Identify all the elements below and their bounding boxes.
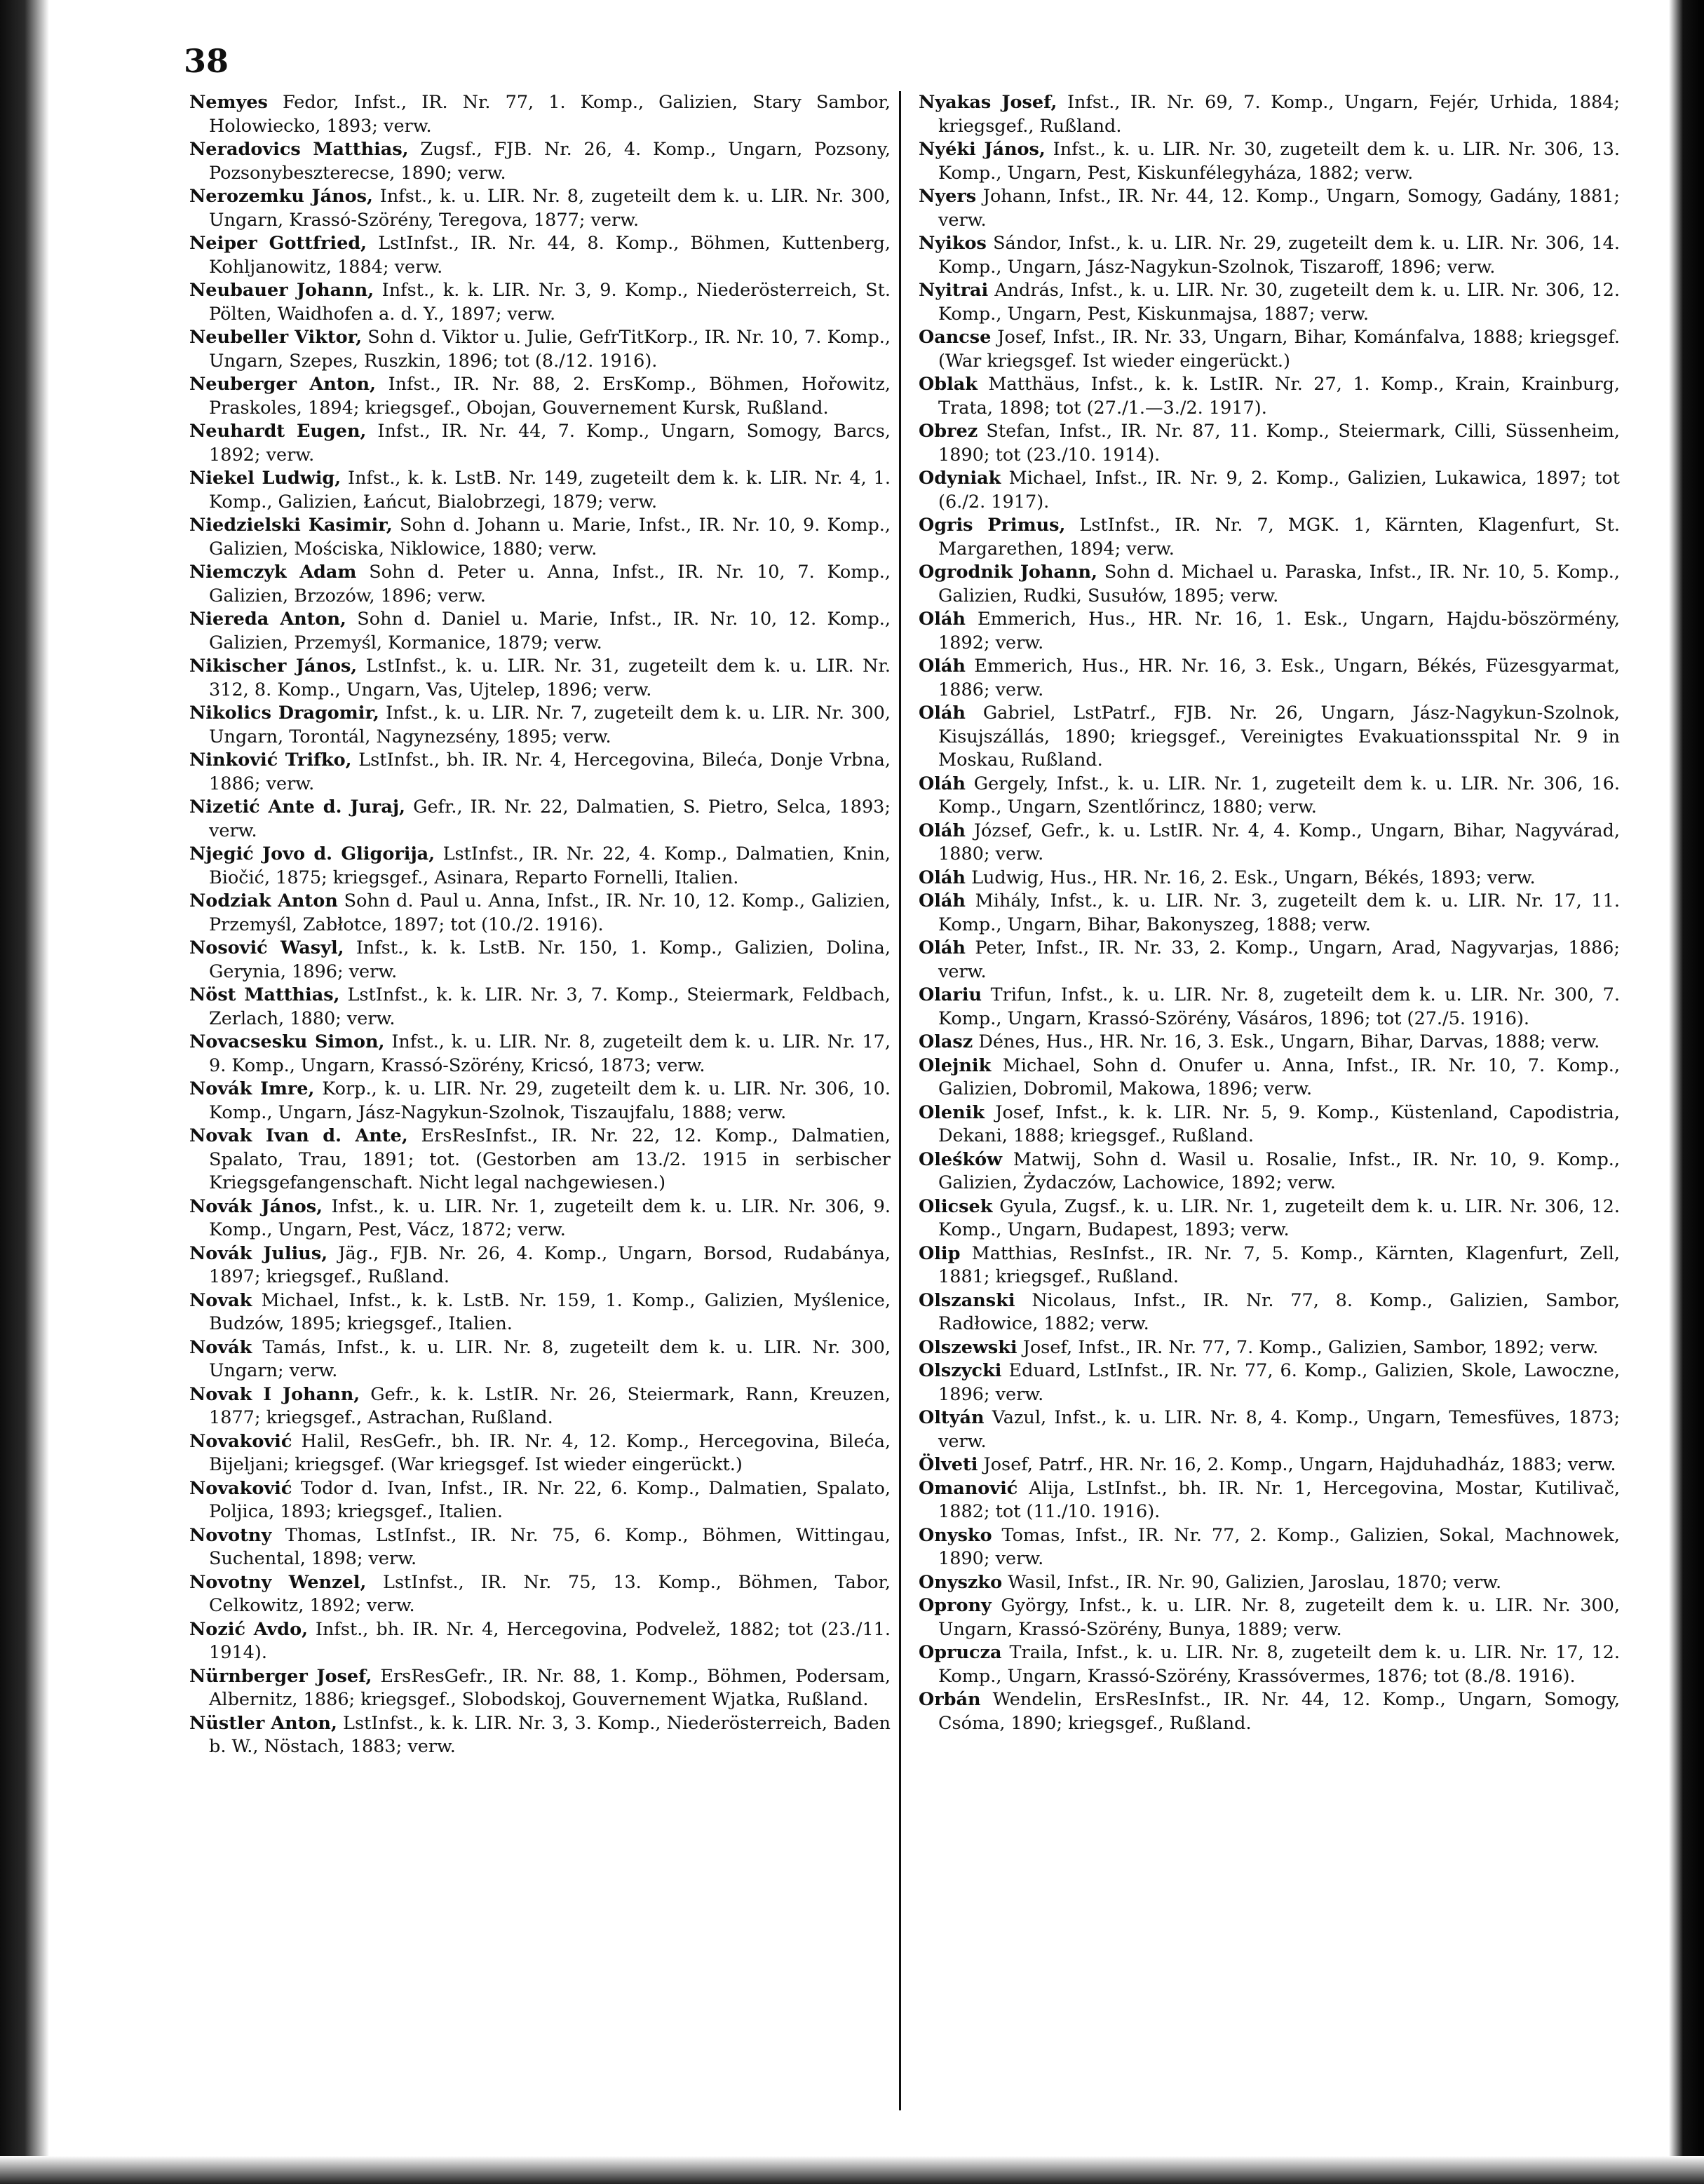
entry-surname: Nosović Wasyl, [189, 937, 344, 958]
entry-surname: Novak [189, 1289, 252, 1311]
register-entry [919, 232, 1620, 279]
entry-details: Michael, Infst., k. k. LstB. Nr. 159, 1. Komp., Galizien, Myślenice, Budzów, 1895; kriegsgef., Italien. [209, 1289, 891, 1334]
entry-surname: Onysko [919, 1524, 992, 1546]
entry-details: Matthäus, Infst., k. k. LstIR. Nr. 27, 1. Komp., Krain, Krainburg, Trata, 1898; tot (27./1.—3./2. 1917). [938, 374, 1620, 419]
entry-surname: Ninković Trifko, [189, 750, 352, 771]
entry-details: Stefan, Infst., IR. Nr. 87, 11. Komp., Steiermark, Cilli, Süssenheim, 1890; tot (23./10. 1914). [938, 421, 1620, 466]
register-entry [919, 185, 1620, 232]
entry-surname: Nyakas Josef, [919, 92, 1057, 113]
entry-surname: Onyszko [919, 1571, 1003, 1593]
register-entry [919, 773, 1620, 820]
entry-details: Infst., k. u. LIR. Nr. 7, zugeteilt dem k. u. LIR. Nr. 300, Ungarn, Torontál, Nagynezsény, 1895; verw. [209, 703, 891, 747]
entry-surname: Niedzielski Kasimir, [189, 515, 393, 536]
entry-details: Josef, Patrf., HR. Nr. 16, 2. Komp., Ungarn, Hajduhadház, 1883; verw. [978, 1454, 1616, 1475]
entry-surname: Novák Julius, [189, 1242, 328, 1264]
entry-surname: Njegić Jovo d. Gligorija, [189, 843, 435, 864]
register-entry [189, 749, 891, 796]
register-entry [919, 1031, 1620, 1054]
entry-surname: Niekel Ludwig, [189, 468, 342, 489]
register-entry [919, 890, 1620, 937]
entry-surname: Neubeller Viktor, [189, 327, 363, 348]
entry-surname: Nikischer János, [189, 656, 358, 677]
entry-details: Infst., k. k. LIR. Nr. 3, 9. Komp., Niederösterreich, St. Pölten, Waidhofen a. d. Y., 1897; verw. [209, 280, 891, 325]
entry-surname: Novacsesku Simon, [189, 1031, 385, 1052]
entry-details: Ludwig, Hus., HR. Nr. 16, 2. Esk., Ungarn, Békés, 1893; verw. [965, 867, 1536, 888]
register-entry [919, 1571, 1620, 1595]
entry-surname: Nerozemku János, [189, 186, 373, 207]
register-entry [189, 1242, 891, 1289]
entry-surname: Olasz [919, 1031, 973, 1052]
register-entry [189, 561, 891, 608]
register-entry [919, 702, 1620, 773]
entry-details: LstInfst., k. k. LIR. Nr. 3, 3. Komp., Niederösterreich, Baden b. W., Nöstach, 1883; verw. [209, 1712, 891, 1757]
entry-surname: Ölveti [919, 1454, 978, 1475]
register-entry [189, 1712, 891, 1759]
register-entry [919, 1101, 1620, 1148]
entry-surname: Novaković [189, 1477, 292, 1499]
entry-details: Fedor, Infst., IR. Nr. 77, 1. Komp., Galizien, Stary Sambor, Holowiecko, 1893; verw. [209, 92, 891, 137]
entry-surname: Olszewski [919, 1336, 1017, 1358]
entry-details: LstInfst., IR. Nr. 7, MGK. 1, Kärnten, Klagenfurt, St. Margarethen, 1894; verw. [938, 515, 1620, 559]
entry-details: ErsResInfst., IR. Nr. 22, 12. Komp., Dalmatien, Spalato, Trau, 1891; tot. (Gestorben am 13./2. 1915 in serbischer Kriegsgefangenschaft. Nicht legal nachgewiesen.) [209, 1125, 891, 1193]
entry-surname: Neradovics Matthias, [189, 139, 409, 160]
entry-surname: Omanović [919, 1477, 1018, 1499]
entry-surname: Oprony [919, 1595, 992, 1616]
register-entry [189, 608, 891, 655]
left-column [189, 91, 891, 1759]
register-entry [919, 1688, 1620, 1735]
entry-details: György, Infst., k. u. LIR. Nr. 8, zugeteilt dem k. u. LIR. Nr. 300, Ungarn, Krassó-Szörény, Bunya, 1889; verw. [938, 1595, 1620, 1640]
register-entry [189, 326, 891, 373]
entry-surname: Nöst Matthias, [189, 984, 340, 1005]
entry-details: Nicolaus, Infst., IR. Nr. 77, 8. Komp., Galizien, Sambor, Radłowice, 1882; verw. [938, 1289, 1620, 1334]
register-entry [189, 702, 891, 749]
entry-details: Sohn d. Paul u. Anna, Infst., IR. Nr. 10, 12. Komp., Galizien, Przemyśl, Zabłotce, 1897; tot (10./2. 1916). [209, 890, 891, 935]
register-entry [189, 185, 891, 232]
entry-surname: Novak Ivan d. Ante, [189, 1125, 408, 1146]
register-entry [919, 561, 1620, 608]
entry-details: Wendelin, ErsResInfst., IR. Nr. 44, 12. Komp., Ungarn, Somogy, Csóma, 1890; kriegsgef., Rußland. [938, 1689, 1620, 1734]
register-entry [919, 1289, 1620, 1336]
entry-details: LstInfst., IR. Nr. 44, 8. Komp., Böhmen, Kuttenberg, Kohljanowitz, 1884; verw. [209, 233, 891, 278]
register-entry [919, 1054, 1620, 1101]
entry-surname: Oancse [919, 327, 992, 348]
register-entry [189, 1571, 891, 1618]
entry-surname: Oláh [919, 609, 966, 630]
entry-details: Infst., IR. Nr. 69, 7. Komp., Ungarn, Fejér, Urhida, 1884; kriegsgef., Rußland. [938, 92, 1620, 137]
entry-surname: Oláh [919, 937, 966, 958]
entry-details: Infst., bh. IR. Nr. 4, Hercegovina, Podvelež, 1882; tot (23./11. 1914). [209, 1618, 891, 1663]
register-entry [189, 1524, 891, 1571]
entry-details: Wasil, Infst., IR. Nr. 90, Galizien, Jaroslau, 1870; verw. [1002, 1571, 1502, 1593]
entry-surname: Olip [919, 1242, 961, 1264]
register-entry [919, 820, 1620, 867]
entry-surname: Oprucza [919, 1642, 1002, 1663]
entry-details: LstInfst., k. k. LIR. Nr. 3, 7. Komp., Steiermark, Feldbach, Zerlach, 1880; verw. [209, 984, 891, 1029]
entry-surname: Nüstler Anton, [189, 1712, 337, 1734]
entry-details: Sohn d. Viktor u. Julie, GefrTitKorp., IR. Nr. 10, 7. Komp., Ungarn, Szepes, Ruszkin, 1896; tot (8./12. 1916). [209, 327, 891, 372]
register-entry [919, 420, 1620, 467]
register-entry [919, 608, 1620, 655]
entry-details: Matthias, ResInfst., IR. Nr. 7, 5. Komp., Kärnten, Klagenfurt, Zell, 1881; kriegsgef., Rußland. [938, 1242, 1620, 1287]
entry-details: Infst., k. u. LIR. Nr. 30, zugeteilt dem k. u. LIR. Nr. 306, 13. Komp., Ungarn, Pest, Kiskunfélegyháza, 1882; verw. [938, 139, 1620, 184]
register-entry [919, 91, 1620, 138]
entry-surname: Oláh [919, 890, 966, 911]
register-entry [189, 1336, 891, 1383]
entry-surname: Nyéki János, [919, 139, 1046, 160]
entry-details: Emmerich, Hus., HR. Nr. 16, 3. Esk., Ungarn, Békés, Füzesgyarmat, 1886; verw. [938, 656, 1620, 700]
register-entry [189, 796, 891, 843]
register-entry [189, 1430, 891, 1477]
register-entry [919, 373, 1620, 420]
entry-surname: Oblak [919, 374, 978, 395]
register-entry [919, 1336, 1620, 1360]
register-entry [919, 1524, 1620, 1571]
entry-surname: Nyikos [919, 233, 987, 254]
entry-details: Jäg., FJB. Nr. 26, 4. Komp., Ungarn, Borsod, Rudabánya, 1897; kriegsgef., Rußland. [209, 1242, 891, 1287]
register-entry [189, 420, 891, 467]
entry-details: Sohn d. Johann u. Marie, Infst., IR. Nr. 10, 9. Komp., Galizien, Mościska, Niklowice, 1880; verw. [209, 515, 891, 559]
entry-details: Michael, Infst., IR. Nr. 9, 2. Komp., Galizien, Lukawica, 1897; tot (6./2. 1917). [938, 468, 1620, 513]
entry-details: Zugsf., FJB. Nr. 26, 4. Komp., Ungarn, Pozsony, Pozsonybeszterecse, 1890; verw. [209, 139, 891, 184]
entry-surname: Nürnberger Josef, [189, 1665, 372, 1687]
right-column [919, 91, 1620, 1735]
register-entry [919, 1406, 1620, 1453]
entry-details: Infst., k. u. LIR. Nr. 8, zugeteilt dem k. u. LIR. Nr. 300, Ungarn, Krassó-Szörény, Teregova, 1877; verw. [209, 186, 891, 231]
entry-details: Tomas, Infst., IR. Nr. 77, 2. Komp., Galizien, Sokal, Machnowek, 1890; verw. [938, 1524, 1620, 1569]
entry-surname: Neuberger Anton, [189, 374, 376, 395]
entry-surname: Nyers [919, 186, 977, 207]
entry-details: Dénes, Hus., HR. Nr. 16, 3. Esk., Ungarn, Bihar, Darvas, 1888; verw. [973, 1031, 1600, 1052]
register-entry [919, 937, 1620, 984]
entry-details: Josef, Infst., IR. Nr. 33, Ungarn, Bihar, Kománfalva, 1888; kriegsgef. (War kriegsgef. Ist wieder eingerückt.) [938, 327, 1620, 372]
entry-details: LstInfst., k. u. LIR. Nr. 31, zugeteilt dem k. u. LIR. Nr. 312, 8. Komp., Ungarn, Vas, Ujtelep, 1896; verw. [209, 656, 891, 700]
scan-shadow-right [1669, 0, 1704, 2184]
entry-details: Gefr., IR. Nr. 22, Dalmatien, S. Pietro, Selca, 1893; verw. [209, 796, 891, 841]
page-number: 38 [184, 42, 229, 80]
entry-details: Eduard, LstInfst., IR. Nr. 77, 6. Komp., Galizien, Skole, Lawoczne, 1896; verw. [938, 1360, 1620, 1405]
register-entry [919, 655, 1620, 702]
scan-shadow-left [0, 0, 49, 2184]
register-entry [919, 467, 1620, 514]
entry-surname: Oláh [919, 820, 966, 841]
entry-details: Gefr., k. k. LstIR. Nr. 26, Steiermark, Rann, Kreuzen, 1877; kriegsgef., Astrachan, Rußland. [209, 1383, 891, 1428]
entry-details: Gergely, Infst., k. u. LIR. Nr. 1, zugeteilt dem k. u. LIR. Nr. 306, 16. Komp., Ungarn, Szentlőrincz, 1880; verw. [938, 773, 1620, 818]
entry-details: Matwij, Sohn d. Wasil u. Rosalie, Infst., IR. Nr. 10, 9. Komp., Galizien, Żydaczów, Lachowice, 1892; verw. [938, 1148, 1620, 1193]
register-entry [919, 1242, 1620, 1289]
entry-details: Josef, Infst., IR. Nr. 77, 7. Komp., Galizien, Sambor, 1892; verw. [1017, 1336, 1599, 1358]
entry-surname: Oláh [919, 867, 966, 888]
entry-surname: Niereda Anton, [189, 609, 346, 630]
entry-surname: Olicsek [919, 1195, 993, 1217]
entry-surname: Olszycki [919, 1360, 1002, 1381]
entry-details: Sándor, Infst., k. u. LIR. Nr. 29, zugeteilt dem k. u. LIR. Nr. 306, 14. Komp., Ungarn, Jász-Nagykun-Szolnok, Tiszaroff, 1896; verw. [938, 233, 1620, 278]
entry-details: Infst., k. k. LstB. Nr. 149, zugeteilt dem k. k. LIR. Nr. 4, 1. Komp., Galizien, Łańcut, Bialobrzegi, 1879; verw. [209, 468, 891, 513]
register-entry [919, 1641, 1620, 1688]
entry-surname: Novaković [189, 1430, 292, 1452]
entry-details: LstInfst., bh. IR. Nr. 4, Hercegovina, Bileća, Donje Vrbna, 1886; verw. [209, 750, 891, 794]
register-entry [189, 1031, 891, 1078]
entry-details: Infst., k. k. LstB. Nr. 150, 1. Komp., Galizien, Dolina, Gerynia, 1896; verw. [209, 937, 891, 982]
register-entry [189, 467, 891, 514]
entry-details: Vazul, Infst., k. u. LIR. Nr. 8, 4. Komp., Ungarn, Temesfüves, 1873; verw. [938, 1407, 1620, 1452]
entry-surname: Neuhardt Eugen, [189, 421, 367, 442]
register-entry [189, 1289, 891, 1336]
entry-surname: Novák [189, 1336, 252, 1358]
register-entry [919, 1148, 1620, 1195]
entry-details: Infst., k. u. LIR. Nr. 1, zugeteilt dem k. u. LIR. Nr. 306, 9. Komp., Ungarn, Pest, Vácz, 1872; verw. [209, 1195, 891, 1240]
register-entry [189, 1477, 891, 1524]
entry-surname: Novák Imre, [189, 1078, 315, 1099]
register-entry [919, 1195, 1620, 1242]
entry-details: Josef, Infst., k. k. LIR. Nr. 5, 9. Komp., Küstenland, Capodistria, Dekani, 1888; kriegsgef., Rußland. [938, 1101, 1620, 1146]
entry-details: Johann, Infst., IR. Nr. 44, 12. Komp., Ungarn, Somogy, Gadány, 1881; verw. [938, 186, 1620, 231]
entry-surname: Odyniak [919, 468, 1001, 489]
entry-surname: Oláh [919, 703, 966, 724]
register-entry [919, 1453, 1620, 1477]
entry-details: András, Infst., k. u. LIR. Nr. 30, zugeteilt dem k. u. LIR. Nr. 306, 12. Komp., Ungarn, Pest, Kiskunmajsa, 1887; verw. [938, 280, 1620, 325]
entry-details: Gabriel, LstPatrf., FJB. Nr. 26, Ungarn, Jász-Nagykun-Szolnok, Kisujszállás, 1890; kriegsgef., Vereinigtes Evakuationsspital Nr. 9 in Moskau, Rußland. [938, 703, 1620, 771]
entry-surname: Oltyán [919, 1407, 985, 1428]
entry-details: Sohn d. Michael u. Paraska, Infst., IR. Nr. 10, 5. Komp., Galizien, Rudki, Susułów, 1895; verw. [938, 562, 1620, 606]
entry-details: Sohn d. Peter u. Anna, Infst., IR. Nr. 10, 7. Komp., Galizien, Brzozów, 1896; verw. [209, 562, 891, 606]
register-entry [189, 984, 891, 1031]
entry-details: Trifun, Infst., k. u. LIR. Nr. 8, zugeteilt dem k. u. LIR. Nr. 300, 7. Komp., Ungarn, Krassó-Szörény, Vásáros, 1896; tot (27./5. 1916). [938, 984, 1620, 1029]
register-entry [919, 514, 1620, 561]
entry-details: Infst., IR. Nr. 88, 2. ErsKomp., Böhmen, Hořowitz, Praskoles, 1894; kriegsgef., Obojan, Gouvernement Kursk, Rußland. [209, 374, 891, 419]
entry-surname: Nizetić Ante d. Juraj, [189, 796, 405, 818]
entry-details: Emmerich, Hus., HR. Nr. 16, 1. Esk., Ungarn, Hajdu-böszörmény, 1892; verw. [938, 609, 1620, 653]
entry-surname: Nozić Avdo, [189, 1618, 308, 1640]
register-entry [189, 843, 891, 890]
entry-surname: Niemczyk Adam [189, 562, 357, 583]
entry-details: Sohn d. Daniel u. Marie, Infst., IR. Nr. 10, 12. Komp., Galizien, Przemyśl, Kormanice, 1879; verw. [209, 609, 891, 653]
entry-details: Peter, Infst., IR. Nr. 33, 2. Komp., Ungarn, Arad, Nagyvarjas, 1886; verw. [938, 937, 1620, 982]
register-entry [189, 1078, 891, 1125]
entry-surname: Nodziak Anton [189, 890, 338, 911]
register-entry [919, 984, 1620, 1031]
scan-shadow-bottom [0, 2156, 1704, 2184]
register-entry [189, 514, 891, 561]
entry-surname: Nemyes [189, 92, 268, 113]
entry-details: ErsResGefr., IR. Nr. 88, 1. Komp., Böhmen, Podersam, Albernitz, 1886; kriegsgef., Slobodskoj, Gouvernement Wjatka, Rußland. [209, 1665, 891, 1710]
entry-surname: Ogris Primus, [919, 515, 1066, 536]
register-entry [189, 655, 891, 702]
register-entry [189, 1195, 891, 1242]
entry-details: Gyula, Zugsf., k. u. LIR. Nr. 1, zugeteilt dem k. u. LIR. Nr. 306, 12. Komp., Ungarn, Budapest, 1893; verw. [938, 1195, 1620, 1240]
entry-details: Tamás, Infst., k. u. LIR. Nr. 8, zugeteilt dem k. u. LIR. Nr. 300, Ungarn; verw. [209, 1336, 891, 1381]
register-entry [189, 1665, 891, 1712]
entry-surname: Neiper Gottfried, [189, 233, 367, 254]
entry-surname: Oláh [919, 773, 966, 794]
entry-surname: Oleśków [919, 1148, 1003, 1170]
register-entry [919, 138, 1620, 185]
register-entry [189, 279, 891, 326]
entry-surname: Novotny Wenzel, [189, 1571, 367, 1593]
entry-details: Korp., k. u. LIR. Nr. 29, zugeteilt dem k. u. LIR. Nr. 306, 10. Komp., Ungarn, Jász-Nagykun-Szolnok, Tiszaujfalu, 1888; verw. [209, 1078, 891, 1123]
entry-details: József, Gefr., k. u. LstIR. Nr. 4, 4. Komp., Ungarn, Bihar, Nagyvárad, 1880; verw. [938, 820, 1620, 864]
entry-surname: Neubauer Johann, [189, 280, 374, 301]
entry-details: LstInfst., IR. Nr. 75, 13. Komp., Böhmen, Tabor, Celkowitz, 1892; verw. [209, 1571, 891, 1616]
entry-details: Infst., IR. Nr. 44, 7. Komp., Ungarn, Somogy, Barcs, 1892; verw. [209, 421, 891, 466]
entry-surname: Nyitrai [919, 280, 989, 301]
entry-details: Alija, LstInfst., bh. IR. Nr. 1, Hercegovina, Mostar, Kutilivač, 1882; tot (11./10. 1916). [938, 1477, 1620, 1522]
register-entry [919, 1477, 1620, 1524]
register-entry [189, 91, 891, 138]
entry-surname: Olszanski [919, 1289, 1015, 1311]
register-entry [919, 279, 1620, 326]
register-entry [189, 1125, 891, 1195]
register-entry [189, 937, 891, 984]
register-entry [919, 1359, 1620, 1406]
register-entry [189, 138, 891, 185]
register-entry [189, 373, 891, 420]
column-divider [899, 91, 901, 2110]
entry-surname: Olariu [919, 984, 982, 1005]
register-entry [189, 1618, 891, 1665]
entry-details: LstInfst., IR. Nr. 22, 4. Komp., Dalmatien, Knin, Biočić, 1875; kriegsgef., Asinara, Reparto Fornelli, Italien. [209, 843, 891, 888]
entry-surname: Novák János, [189, 1195, 323, 1217]
register-entry [919, 326, 1620, 373]
entry-details: Mihály, Infst., k. u. LIR. Nr. 3, zugeteilt dem k. u. LIR. Nr. 17, 11. Komp., Ungarn, Bihar, Bakonyszeg, 1888; verw. [938, 890, 1620, 935]
entry-surname: Olenik [919, 1101, 985, 1123]
entry-surname: Olejnik [919, 1054, 992, 1076]
entry-surname: Obrez [919, 421, 978, 442]
register-entry [919, 1594, 1620, 1641]
register-entry [189, 1383, 891, 1430]
register-entry [919, 867, 1620, 890]
entry-details: Thomas, LstInfst., IR. Nr. 75, 6. Komp., Böhmen, Wittingau, Suchental, 1898; verw. [209, 1524, 891, 1569]
register-entry [189, 232, 891, 279]
entry-surname: Novak I Johann, [189, 1383, 360, 1405]
entry-details: Todor d. Ivan, Infst., IR. Nr. 22, 6. Komp., Dalmatien, Spalato, Poljica, 1893; kriegsgef., Italien. [209, 1477, 891, 1522]
entry-surname: Orbán [919, 1689, 981, 1710]
entry-details: Infst., k. u. LIR. Nr. 8, zugeteilt dem k. u. LIR. Nr. 17, 9. Komp., Ungarn, Krassó-Szörény, Kricsó, 1873; verw. [209, 1031, 891, 1076]
entry-details: Halil, ResGefr., bh. IR. Nr. 4, 12. Komp., Hercegovina, Bileća, Bijeljani; kriegsgef. (War kriegsgef. Ist wieder eingerückt.) [209, 1430, 891, 1475]
entry-details: Traila, Infst., k. u. LIR. Nr. 8, zugeteilt dem k. u. LIR. Nr. 17, 12. Komp., Ungarn, Krassó-Szörény, Krassóvermes, 1876; tot (8./8. 1916). [938, 1642, 1620, 1687]
entry-details: Michael, Sohn d. Onufer u. Anna, Infst., IR. Nr. 10, 7. Komp., Galizien, Dobromil, Makowa, 1896; verw. [938, 1054, 1620, 1099]
register-entry [189, 890, 891, 937]
entry-surname: Novotny [189, 1524, 272, 1546]
entry-surname: Ogrodnik Johann, [919, 562, 1097, 583]
entry-surname: Nikolics Dragomir, [189, 703, 379, 724]
entry-surname: Oláh [919, 656, 966, 677]
